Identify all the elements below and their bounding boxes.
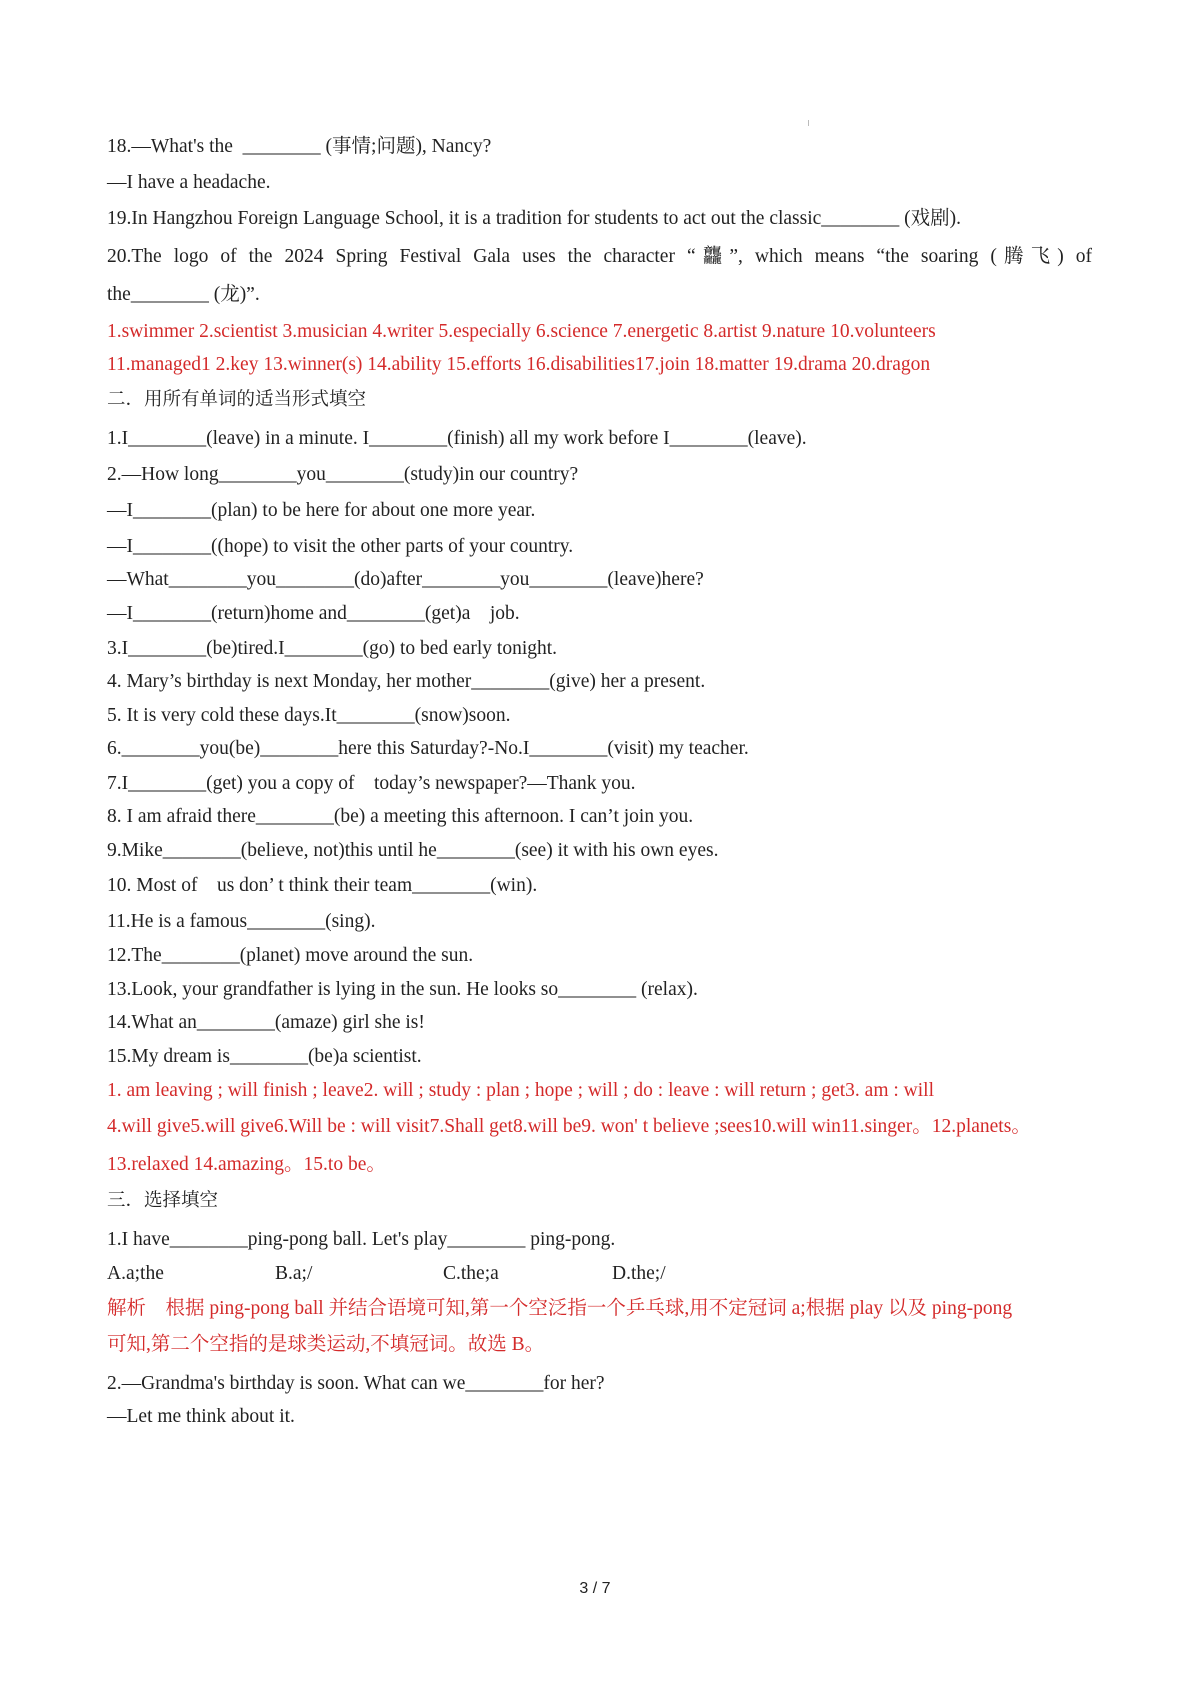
- s2-q15: 15.My dream is________(be)a scientist.: [107, 1046, 422, 1067]
- q20-line-2: the________ (龙)”.: [107, 284, 260, 305]
- s2-q2-line-4: —What________you________(do)after________you________(leave)here?: [107, 569, 704, 590]
- answers-part2-line-3: 13.relaxed 14.amazing。15.to be。: [107, 1154, 386, 1175]
- s3-q2-line-1: 2.—Grandma's birthday is soon. What can we________for her?: [107, 1373, 605, 1394]
- explanation-line-1: 解析 根据 ping-pong ball 并结合语境可知,第一个空泛指一个乒乓球,用不定冠词 a;根据 play 以及 ping-pong: [107, 1298, 1013, 1319]
- s3-q1-options: [107, 1262, 1092, 1286]
- s2-q13: 13.Look, your grandfather is lying in the sun. He looks so________ (relax).: [107, 979, 698, 1000]
- option-d: D.the;/: [612, 1263, 666, 1284]
- explanation-line-2: 可知,第二个空指的是球类运动,不填冠词。故选 B。: [107, 1334, 545, 1355]
- s2-q2-line-5: —I________(return)home and________(get)a job.: [107, 603, 520, 624]
- s3-q2-line-2: —Let me think about it.: [107, 1406, 295, 1427]
- s2-q7: 7.I________(get) you a copy of today’s newspaper?—Thank you.: [107, 773, 636, 794]
- answers-part1-line-1: 1.swimmer 2.scientist 3.musician 4.writer 5.especially 6.science 7.energetic 8.artist 9.nature 10.volunteers: [107, 321, 936, 342]
- s2-q9: 9.Mike________(believe, not)this until he________(see) it with his own eyes.: [107, 840, 719, 861]
- s2-q4: 4. Mary’s birthday is next Monday, her mother________(give) her a present.: [107, 671, 706, 692]
- section-2-heading: 二．用所有单词的适当形式填空: [107, 389, 367, 410]
- s2-q3: 3.I________(be)tired.I________(go) to bed early tonight.: [107, 638, 558, 659]
- s2-q2-line-3: —I________((hope) to visit the other parts of your country.: [107, 536, 574, 557]
- section-3-heading: 三．选择填空: [107, 1190, 219, 1211]
- s3-q1: 1.I have________ping-pong ball. Let's play________ ping-pong.: [107, 1229, 616, 1250]
- s2-q12: 12.The________(planet) move around the sun.: [107, 945, 474, 966]
- answers-part1-line-2: 11.managed1 2.key 13.winner(s) 14.ability 15.efforts 16.disabilities17.join 18.matter 19.drama 20.dragon: [107, 354, 931, 375]
- answers-part2-line-2: 4.will give5.will give6.Will be : will visit7.Shall get8.will be9. won' t believe ;sees10.will win11.singer。12.planets。: [107, 1116, 1031, 1137]
- q18-line-2: —I have a headache.: [107, 172, 271, 193]
- s2-q2-line-2: —I________(plan) to be here for about one more year.: [107, 500, 536, 521]
- s2-q2-line-1: 2.—How long________you________(study)in our country?: [107, 464, 579, 485]
- s2-q11: 11.He is a famous________(sing).: [107, 911, 376, 932]
- s2-q10: 10. Most of us don’ t think their team________(win).: [107, 875, 538, 896]
- answers-part2-line-1: 1. am leaving ; will finish ; leave2. will ; study : plan ; hope ; will ; do : leave : will return ; get3. am : will: [107, 1080, 934, 1101]
- s2-q8: 8. I am afraid there________(be) a meeting this afternoon. I can’t join you.: [107, 806, 694, 827]
- corner-mark: [808, 120, 809, 126]
- s2-q5: 5. It is very cold these days.It________(snow)soon.: [107, 705, 511, 726]
- s2-q1: 1.I________(leave) in a minute. I________(finish) all my work before I________(leave).: [107, 428, 807, 449]
- option-b: B.a;/: [275, 1263, 313, 1284]
- q18-line-1: 18.—What's the ________ (事情;问题), Nancy?: [107, 136, 492, 157]
- page-number: 3 / 7: [579, 1580, 611, 1597]
- s2-q6: 6.________you(be)________here this Saturday?-No.I________(visit) my teacher.: [107, 738, 749, 759]
- q20-line-1: 20.The logo of the 2024 Spring Festival Gala uses the character “龘”, which means “the soaring (腾飞) of: [107, 246, 1092, 267]
- s2-q14: 14.What an________(amaze) girl she is!: [107, 1012, 425, 1033]
- option-c: C.the;a: [443, 1263, 499, 1284]
- q19-line: 19.In Hangzhou Foreign Language School, it is a tradition for students to act out the classic________ (戏剧).: [107, 208, 962, 229]
- option-a: A.a;the: [107, 1263, 164, 1284]
